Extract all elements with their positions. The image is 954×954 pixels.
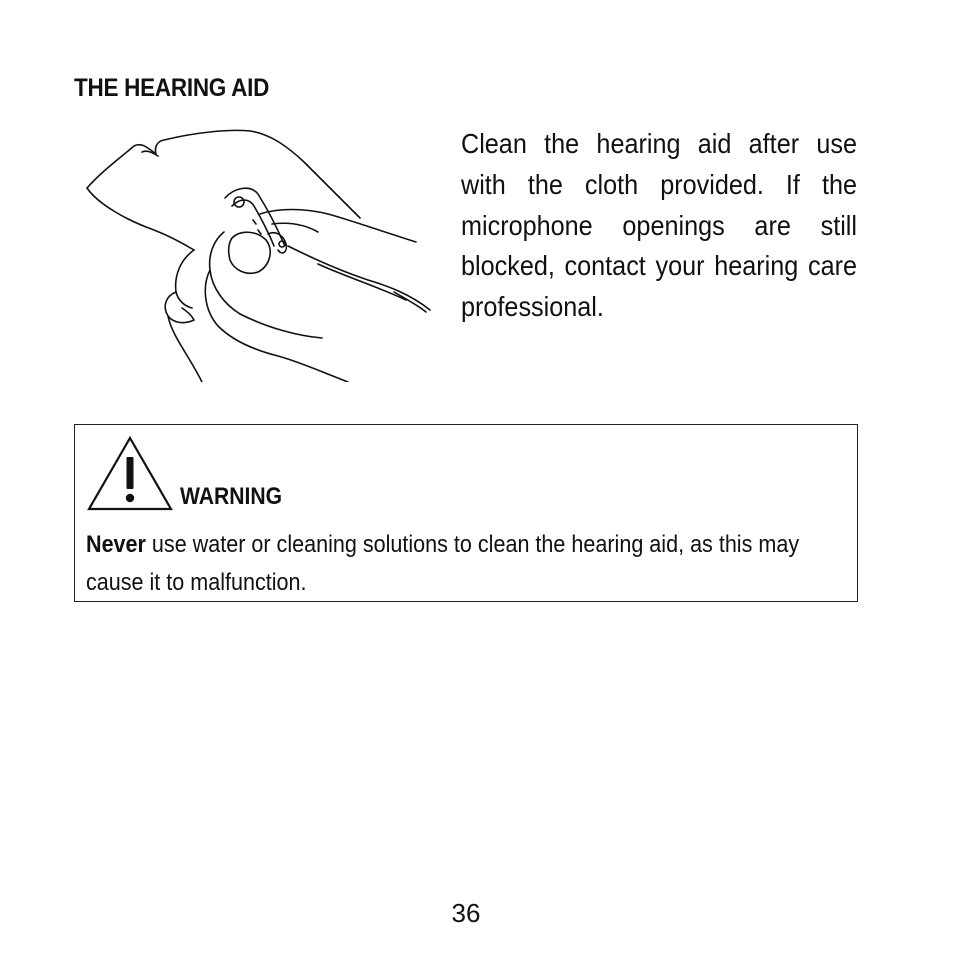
page-number: 36 (451, 898, 481, 928)
warning-box (74, 424, 858, 602)
warning-label: WARNING (180, 483, 283, 510)
warning-emphasis: Never (86, 531, 146, 558)
hands-cleaning-hearing-aid-illustration (82, 126, 434, 382)
warning-text (86, 526, 852, 602)
warning-triangle-icon (86, 435, 174, 512)
warning-message: use water or cleaning solutions to clean the hearing aid, as this may cause it to malfunction. (86, 531, 800, 596)
cleaning-instructions: Clean the hearing aid after use with the cloth provided. If the microphone openings are still blocked, contact your hearing care professional. (461, 128, 857, 323)
section-heading: THE HEARING AID (74, 74, 270, 102)
